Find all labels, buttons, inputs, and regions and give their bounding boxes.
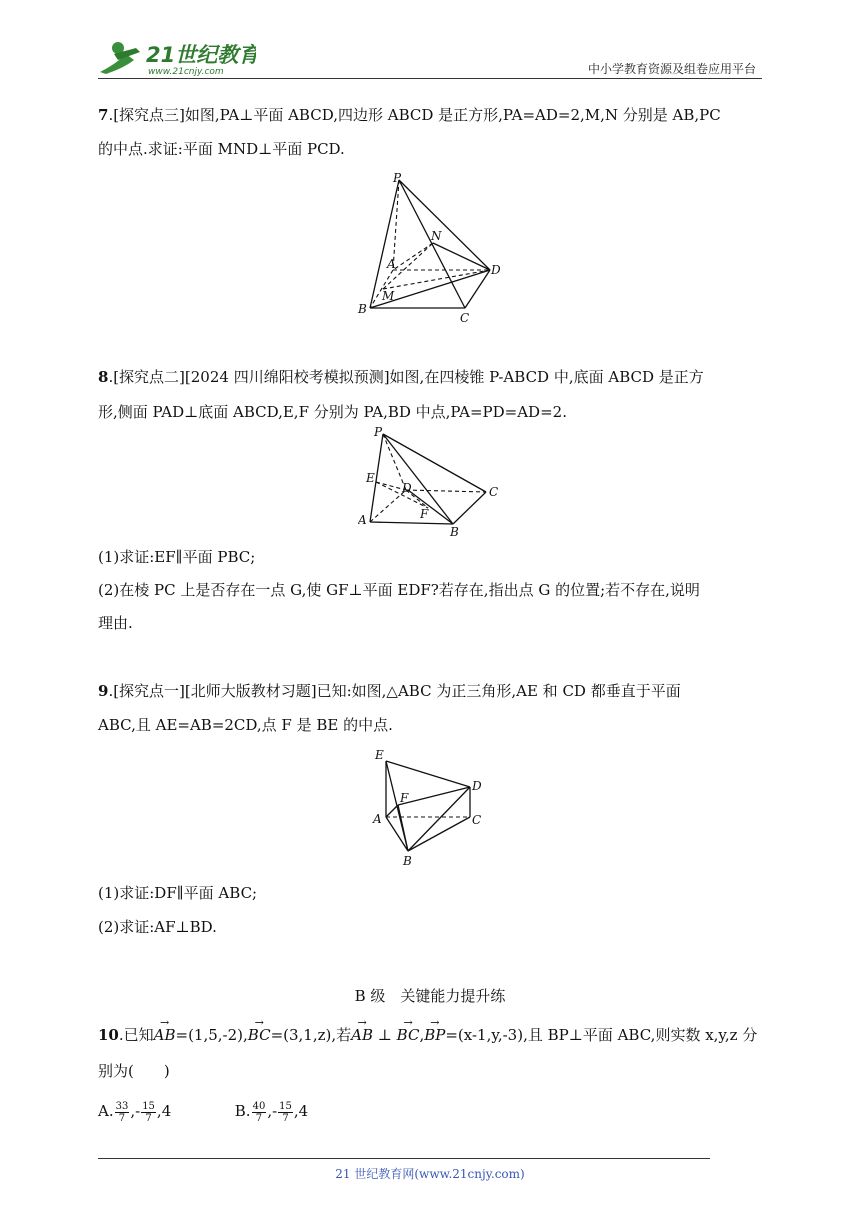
q7-number: 7 (98, 106, 109, 124)
option-b[interactable]: B. $\frac{40}{7}$ ,- $\frac{15}{7}$ ,4 (234, 1100, 309, 1124)
q8-sub2a: (2)在棱 PC 上是否存在一点 G,使 GF⊥平面 EDF?若存在,指出点 G 的位置;若不存在,说明 (98, 581, 700, 599)
vector-bp: → BP (424, 1018, 445, 1052)
logo-text: 21世纪教育 (146, 43, 256, 67)
q9-label-C: C (472, 813, 482, 827)
q9-label-B: B (403, 854, 412, 868)
logo-url: www.21cnjy.com (148, 67, 224, 77)
q8-line2: 形,侧面 PAD⊥底面 ABCD,E,F 分别为 PA,BD 中点,PA=PD=AD=2. (98, 403, 567, 421)
q9-sub2: (2)求证:AF⊥BD. (98, 918, 217, 936)
vector-bc-2: → BC (397, 1018, 420, 1052)
q7-figure (355, 168, 515, 323)
logo (96, 36, 256, 78)
vector-ab-2: → AB (351, 1018, 373, 1052)
q7-label-P: P (393, 171, 402, 185)
q7-label-C: C (460, 311, 470, 323)
q8-number: 8 (98, 368, 109, 386)
q10-options (98, 1094, 766, 1128)
q7-line2: 的中点.求证:平面 MND⊥平面 PCD. (98, 140, 345, 158)
q8-label-P: P (374, 425, 383, 439)
q8-label-F: F (420, 507, 429, 521)
q10-line1: 10.已知→ AB=(1,5,-2),→ BC=(3,1,z),若→ AB ⊥ → BC,→ BP=(x-1,y,-3),且 BP⊥平面 ABC,则实数 x,y,z 分 (98, 1018, 766, 1052)
q7-line1: 7.[探究点三]如图,PA⊥平面 ABCD,四边形 ABCD 是正方形,PA=AD=2,M,N 分别是 AB,PC (98, 106, 721, 124)
q9-label-A: A (373, 812, 382, 826)
header-right-text: 中小学教育资源及组卷应用平台 (587, 62, 756, 76)
q7-label-B: B (358, 302, 367, 316)
footer-divider (98, 1158, 710, 1159)
q8-label-E: E (366, 471, 375, 485)
q8-line1: 8.[探究点二][2024 四川绵阳校考模拟预测]如图,在四棱锥 P-ABCD 中,底面 ABCD 是正方 (98, 368, 704, 386)
q8-sub2b: 理由. (98, 614, 133, 632)
section-b-title: B 级 关键能力提升练 (354, 987, 506, 1005)
footer-text: 21 世纪教育网(www.21cnjy.com) (335, 1167, 525, 1181)
q8-label-A: A (358, 513, 367, 527)
option-a[interactable]: A. $\frac{33}{7}$ ,- $\frac{15}{7}$ ,4 (98, 1100, 172, 1124)
q7-label-N: N (431, 229, 442, 243)
q8-label-B: B (450, 525, 459, 539)
q7-label-M: M (382, 289, 395, 303)
q9-label-D: D (472, 779, 482, 793)
q9-label-E: E (375, 748, 384, 762)
q7-label-A: A (387, 257, 396, 271)
vector-ab: → AB (154, 1018, 176, 1052)
vector-bc: → BC (248, 1018, 271, 1052)
q10-line2: 别为( ) (98, 1062, 170, 1080)
q9-number: 9 (98, 682, 109, 700)
q8-label-D: D (402, 481, 412, 495)
q9-label-F: F (400, 791, 409, 805)
q9-figure (370, 745, 495, 870)
q8-sub1: (1)求证:EF∥平面 PBC; (98, 548, 256, 566)
q8-figure (358, 424, 508, 539)
q7-label-D: D (491, 263, 501, 277)
q9-line1: 9.[探究点一][北师大版教材习题]已知:如图,△ABC 为正三角形,AE 和 CD 都垂直于平面 (98, 682, 681, 700)
q8-label-C: C (489, 485, 499, 499)
q10-number: 10 (98, 1026, 119, 1044)
q9-line2: ABC,且 AE=AB=2CD,点 F 是 BE 的中点. (98, 716, 393, 734)
q9-sub1: (1)求证:DF∥平面 ABC; (98, 884, 258, 902)
header-divider (98, 78, 762, 79)
